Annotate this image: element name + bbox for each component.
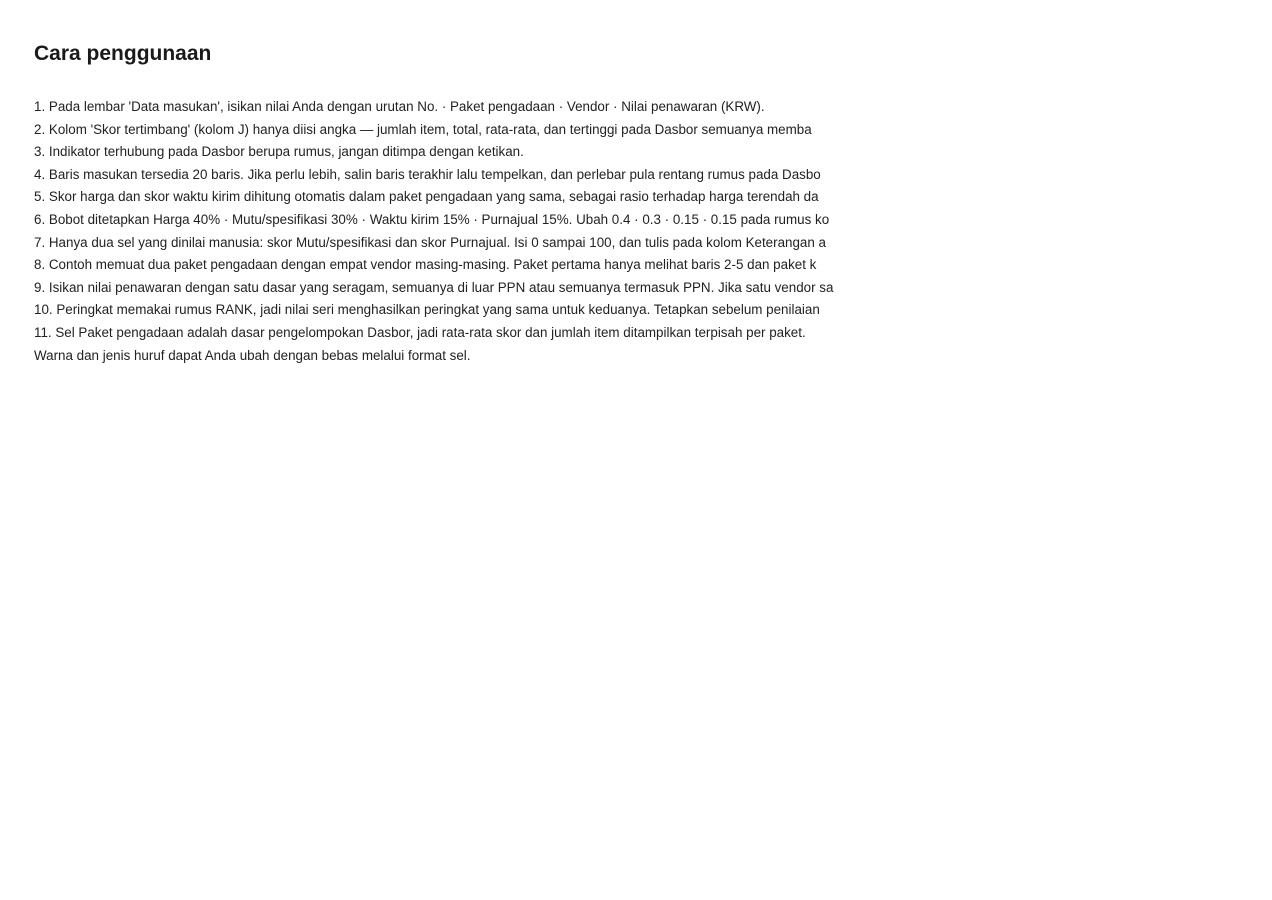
instruction-line: 11. Sel Paket pengadaan adalah dasar pengelompokan Dasbor, jadi rata-rata skor dan jumlah item ditampilkan terpisah per paket.: [34, 324, 806, 340]
instruction-list: [34, 96, 838, 367]
instruction-line: 1. Pada lembar 'Data masukan', isikan nilai Anda dengan urutan No. · Paket pengadaan · Vendor · Nilai penawaran (KRW).: [34, 99, 765, 114]
instruction-line: 2. Kolom 'Skor tertimbang' (kolom J) hanya diisi angka — jumlah item, total, rata-rata, dan tertinggi pada Dasbor semuanya memba: [34, 121, 812, 137]
instruction-line: 6. Bobot ditetapkan Harga 40% · Mutu/spesifikasi 30% · Waktu kirim 15% · Purnajual 15%. Ubah 0.4 · 0.3 · 0.15 · 0.15 pada rumus ko: [34, 211, 830, 227]
instruction-line: 7. Hanya dua sel yang dinilai manusia: skor Mutu/spesifikasi dan skor Purnajual. Isi 0 sampai 100, dan tulis pada kolom Keterangan a: [34, 234, 826, 250]
page-title: Cara penggunaan: [34, 42, 212, 65]
note-line: Warna dan jenis huruf dapat Anda ubah dengan bebas melalui format sel.: [34, 347, 471, 363]
instruction-line: 3. Indikator terhubung pada Dasbor berupa rumus, jangan ditimpa dengan ketikan.: [34, 144, 524, 160]
instruction-line: 10. Peringkat memakai rumus RANK, jadi nilai seri menghasilkan peringkat yang sama untuk keduanya. Tetapkan sebelum penilaian: [34, 302, 820, 318]
instruction-line: 9. Isikan nilai penawaran dengan satu dasar yang seragam, semuanya di luar PPN atau semuanya termasuk PPN. Jika satu vendor sa: [34, 279, 834, 295]
instruction-line: 4. Baris masukan tersedia 20 baris. Jika perlu lebih, salin baris terakhir lalu tempelkan, dan perlebar pula rentang rumus pada Dasbo: [34, 166, 821, 182]
instruction-line: 5. Skor harga dan skor waktu kirim dihitung otomatis dalam paket pengadaan yang sama, sebagai rasio terhadap harga terendah da: [34, 189, 819, 205]
instruction-line: 8. Contoh memuat dua paket pengadaan dengan empat vendor masing-masing. Paket pertama hanya melihat baris 2-5 dan paket k: [34, 257, 817, 273]
